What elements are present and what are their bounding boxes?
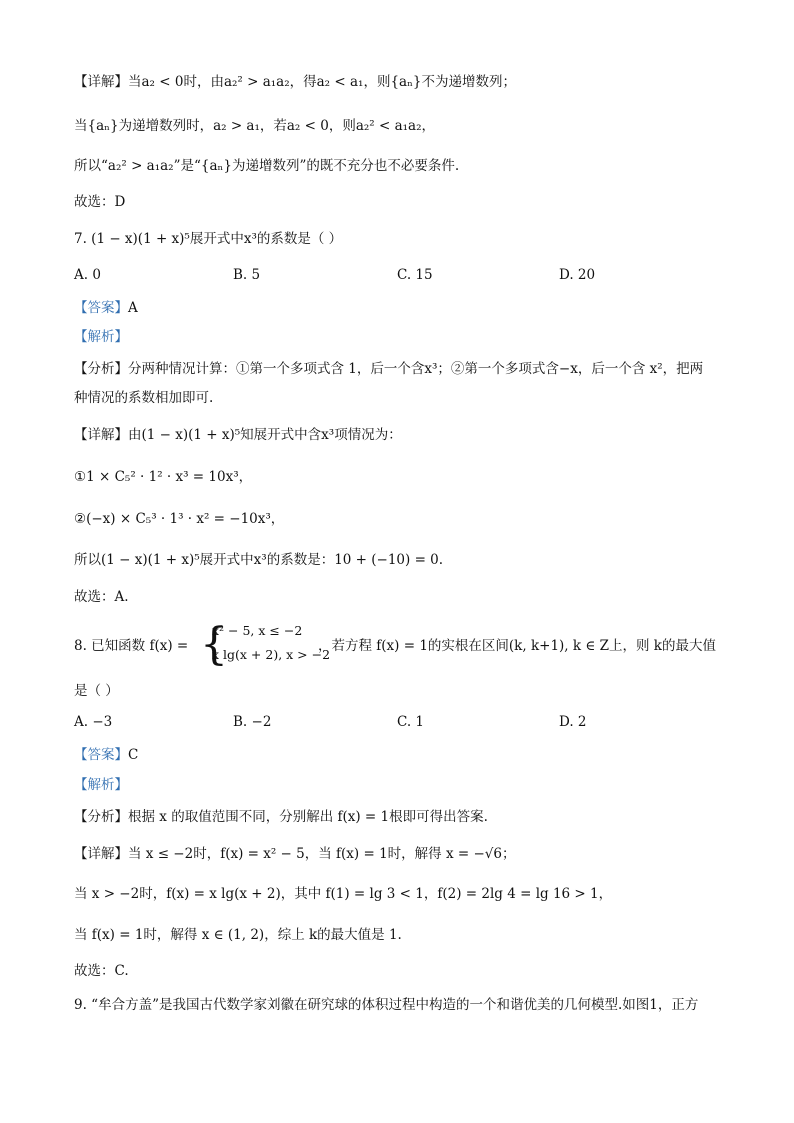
q9-stem: 9. “牟合方盖”是我国古代数学家刘徽在研究球的体积过程中构造的一个和谐优美的几何模型.如图1，正方 (74, 997, 699, 1013)
q7-choose: 故选：A. (74, 589, 129, 605)
q8-fenxi-tag: 【分析】 (74, 809, 128, 825)
q7-fenxi-2: 种情况的系数相加即可. (74, 390, 214, 406)
q7-case-1: ①1 × C₅² · 1² · x³ = 10x³， (74, 469, 253, 485)
q7-option-a: A. 0 (74, 267, 101, 283)
q8-option-b: B. −2 (233, 714, 272, 730)
q8-stem-a: 8. 已知函数 f(x) = (74, 638, 189, 654)
q8-detail-2: 当 x > −2时，f(x) = x lg(x + 2)，其中 f(1) = lg 3 < 1，f(2) = 2lg 4 = lg 16 > 1， (74, 886, 613, 902)
q8-option-d: D. 2 (559, 714, 587, 730)
q6-conclusion: 所以“a₂² > a₁a₂”是“{aₙ}为递增数列”的既不充分也不必要条件. (74, 158, 460, 174)
q7-answer-line (74, 298, 138, 318)
q8-detail-tag: 【详解】 (74, 846, 128, 862)
q8-piece-2: x lg(x + 2), x > −2 (212, 647, 331, 662)
q8-option-a: A. −3 (74, 714, 113, 730)
q8-analysis-tag: 【解析】 (74, 777, 128, 793)
q7-fenxi-line-1 (74, 359, 703, 379)
q7-fenxi-tag: 【分析】 (74, 361, 128, 377)
q7-analysis-tag: 【解析】 (74, 329, 128, 345)
q8-detail-1: 当 x ≤ −2时，f(x) = x² − 5，当 f(x) = 1时，解得 x = −√6； (128, 846, 516, 862)
q7-case-2: ②(−x) × C₅³ · 1³ · x² = −10x³， (74, 511, 285, 527)
q8-fenxi: 根据 x 的取值范围不同，分别解出 f(x) = 1根即可得出答案. (128, 809, 488, 825)
q8-fenxi-line (74, 807, 488, 827)
q7-conclusion: 所以(1 − x)(1 + x)⁵展开式中x³的系数是：10 + (−10) = 0. (74, 552, 444, 568)
q8-answer-line (74, 745, 138, 765)
q8-option-c: C. 1 (397, 714, 425, 730)
q7-option-d: D. 20 (559, 267, 596, 283)
q8-piece-1: x² − 5, x ≤ −2 (212, 623, 303, 638)
q8-stem-c: 是（ ） (74, 683, 119, 699)
q7-detail-line (74, 425, 402, 445)
q7-answer-tag: 【答案】 (74, 300, 128, 316)
q8-stem-b: ，若方程 f(x) = 1的实根在区间(k, k+1), k ∈ Z上，则 k的最大值 (318, 638, 716, 654)
q7-fenxi-1: 分两种情况计算：①第一个多项式含 1，后一个含x³；②第一个多项式含−x，后一个含 x²，把两 (128, 361, 704, 377)
q8-detail-3: 当 f(x) = 1时，解得 x ∈ (1, 2)，综上 k的最大值是 1. (74, 927, 402, 943)
q6-detail-a: 【详解】当a₂ < 0时，由a₂² > a₁a₂，得a₂ < a₁，则{aₙ}不为递增数列； (74, 74, 517, 90)
q7-option-c: C. 15 (397, 267, 433, 283)
q7-detail-tag: 【详解】 (74, 427, 128, 443)
q6-detail-b: 当{aₙ}为递增数列时，a₂ > a₁，若a₂ < 0，则a₂² < a₁a₂， (74, 118, 436, 134)
q7-option-b: B. 5 (233, 267, 261, 283)
q6-choose: 故选：D (74, 194, 126, 210)
q8-choose: 故选：C. (74, 963, 129, 979)
q7-stem: 7. (1 − x)(1 + x)⁵展开式中x³的系数是（ ） (74, 231, 343, 247)
q8-answer-tag: 【答案】 (74, 747, 128, 763)
q8-brace: { (200, 619, 228, 670)
q7-answer: A (128, 300, 138, 316)
q8-detail-line-1 (74, 844, 515, 864)
q7-detail: 由(1 − x)(1 + x)⁵知展开式中含x³项情况为： (128, 427, 402, 443)
q8-answer: C (128, 747, 139, 763)
